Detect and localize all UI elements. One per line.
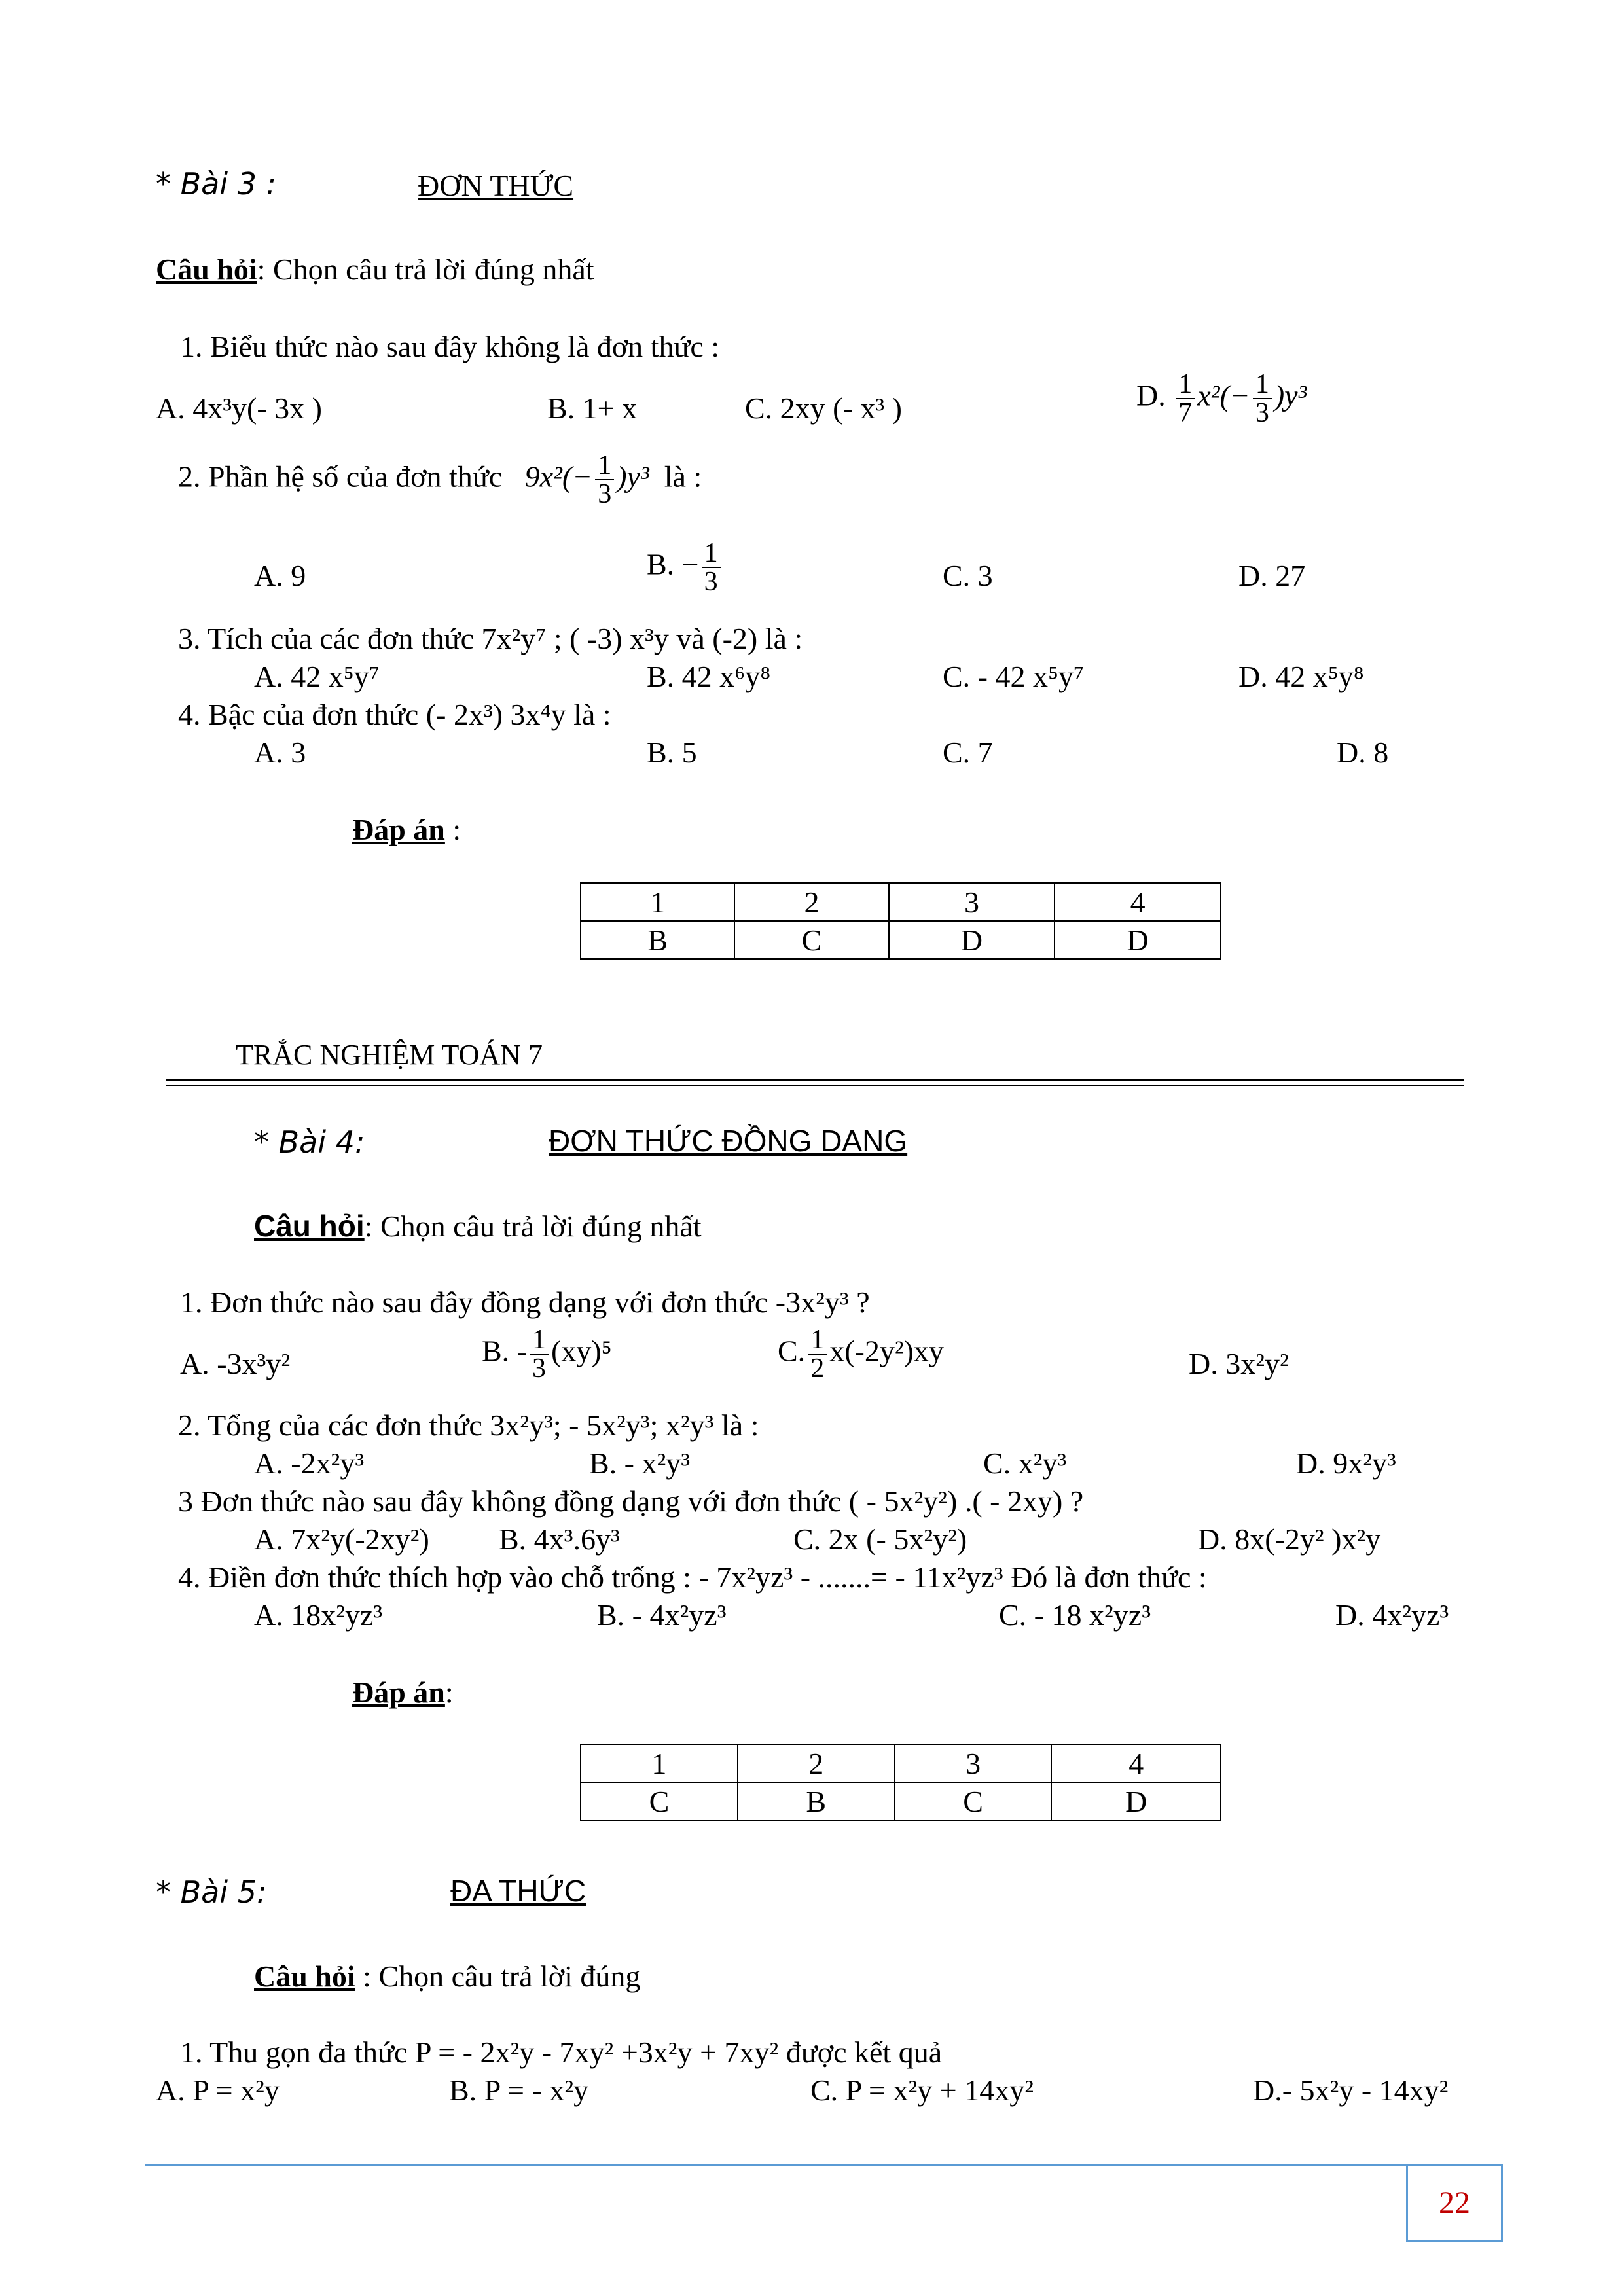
- table-cell: D: [889, 921, 1055, 959]
- bai5-q1-option-c: C. P = x²y + 14xy²: [810, 2073, 1034, 2107]
- table-cell: C: [734, 921, 888, 959]
- cauhoi-label: Câu hỏi: [156, 253, 257, 286]
- bai4-q4-option-c: C. - 18 x²yz³: [999, 1598, 1151, 1632]
- bai3-answer-table: [580, 882, 1221, 960]
- cauhoi-text: : Chọn câu trả lời đúng nhất: [257, 253, 594, 286]
- bai3-q1-text: 1. Biểu thức nào sau đây không là đơn thức :: [180, 330, 720, 363]
- bai3-q2-option-a: A. 9: [254, 559, 306, 592]
- bai4-q4-option-d: D. 4x²yz³: [1335, 1598, 1449, 1632]
- table-cell: 1: [581, 883, 734, 921]
- bai3-q2-option-b: B. − $\frac{1}{3}$: [647, 539, 723, 596]
- fraction: $\frac{1}{3}$: [702, 539, 721, 596]
- fraction: $\frac{1}{2}$: [808, 1326, 827, 1382]
- bai5-q1-option-a: A. P = x²y: [156, 2073, 280, 2107]
- bai3-q2-text: 2. Phần hệ số của đơn thức 9x²(− $\frac{1}{3}$ )y³ là :: [178, 450, 702, 509]
- table-cell: 4: [1055, 883, 1221, 921]
- fraction: $\frac{1}{7}$: [1176, 370, 1195, 427]
- bai4-q3-option-d: D. 8x(-2y² )x²y: [1198, 1522, 1381, 1556]
- bai5-cauhoi: Câu hỏi : Chọn câu trả lời đúng: [254, 1960, 641, 1993]
- bai4-q2-option-c: C. x²y³: [983, 1446, 1067, 1480]
- bai3-q3-option-c: C. - 42 x⁵y⁷: [943, 660, 1085, 693]
- bai4-q3-option-a: A. 7x²y(-2xy²): [254, 1522, 429, 1556]
- table-row: [581, 883, 1221, 921]
- table-cell: 2: [734, 883, 888, 921]
- bai3-q4-option-a: A. 3: [254, 736, 306, 769]
- bai4-q1-option-d: D. 3x²y²: [1189, 1347, 1289, 1380]
- table-row: [581, 1782, 1221, 1820]
- bai4-q1-option-a: A. -3x³y²: [180, 1347, 291, 1380]
- page-number: 22: [1439, 2185, 1470, 2221]
- bai4-q2-option-d: D. 9x²y³: [1296, 1446, 1396, 1480]
- bai3-q3-option-d: D. 42 x⁵y⁸: [1238, 660, 1364, 693]
- page-number-box: [1406, 2164, 1503, 2242]
- bai3-cauhoi: [156, 251, 594, 287]
- bai3-q1-option-b: B. 1+ x: [547, 391, 638, 425]
- bai3-q4-text: 4. Bậc của đơn thức (- 2x³) 3x⁴y là :: [178, 698, 611, 731]
- table-cell: C: [895, 1782, 1052, 1820]
- table-cell: 2: [738, 1744, 895, 1782]
- table-cell: 4: [1051, 1744, 1221, 1782]
- fraction: $\frac{1}{3}$: [1253, 370, 1272, 427]
- header-rule-thin: [166, 1085, 1464, 1086]
- bai4-q1-text: 1. Đơn thức nào sau đây đồng dạng với đơn thức -3x²y³ ?: [180, 1285, 870, 1319]
- bai3-dapan: Đáp án :: [352, 813, 461, 846]
- bai4-answer-table: [580, 1744, 1221, 1821]
- bai3-q1-option-c: C. 2xy (- x³ ): [745, 391, 902, 425]
- page-header-title: TRẮC NGHIỆM TOÁN 7: [236, 1039, 543, 1071]
- table-cell: D: [1051, 1782, 1221, 1820]
- bai3-q4-option-b: B. 5: [647, 736, 697, 769]
- bai4-q1-option-b: B. - $\frac{1}{3}$ (xy)⁵: [482, 1325, 612, 1384]
- bai3-q2-option-d: D. 27: [1238, 559, 1306, 592]
- bai4-q1-option-c: C. $\frac{1}{2}$ x(-2y²)xy: [778, 1325, 944, 1384]
- footer-rule: [145, 2164, 1469, 2166]
- bai4-cauhoi: Câu hỏi: Chọn câu trả lời đúng nhất: [254, 1209, 702, 1243]
- table-cell: B: [581, 921, 734, 959]
- bai5-q1-option-d: D.- 5x²y - 14xy²: [1253, 2073, 1449, 2107]
- bai3-label: * Bài 3 :: [156, 166, 277, 202]
- bai4-q4-option-b: B. - 4x²yz³: [597, 1598, 727, 1632]
- bai3-q3-option-b: B. 42 x⁶y⁸: [647, 660, 771, 693]
- bai4-q3-text: 3 Đơn thức nào sau đây không đồng dạng với đơn thức ( - 5x²y²) .( - 2xy) ?: [178, 1484, 1084, 1518]
- bai4-q2-text: 2. Tổng của các đơn thức 3x²y³; - 5x²y³; x²y³ là :: [178, 1408, 759, 1442]
- table-cell: 3: [889, 883, 1055, 921]
- bai3-q3-option-a: A. 42 x⁵y⁷: [254, 660, 380, 693]
- bai4-dapan: Đáp án:: [352, 1676, 454, 1709]
- bai4-q4-text: 4. Điền đơn thức thích hợp vào chỗ trống : - 7x²yz³ - .......= - 11x²yz³ Đó là đơn thức :: [178, 1560, 1207, 1594]
- bai5-q1-option-b: B. P = - x²y: [449, 2073, 589, 2107]
- bai4-label: * Bài 4:: [254, 1124, 365, 1160]
- table-cell: B: [738, 1782, 895, 1820]
- bai3-q4-option-c: C. 7: [943, 736, 993, 769]
- table-row: [581, 921, 1221, 959]
- table-cell: 1: [581, 1744, 738, 1782]
- bai4-q2-option-a: A. -2x²y³: [254, 1446, 365, 1480]
- bai5-title: ĐA THỨC: [450, 1874, 586, 1908]
- table-row: [581, 1744, 1221, 1782]
- bai3-q2-option-c: C. 3: [943, 559, 993, 592]
- bai3-title: ĐƠN THỨC: [418, 169, 574, 202]
- bai3-q4-option-d: D. 8: [1337, 736, 1389, 769]
- bai4-q2-option-b: B. - x²y³: [589, 1446, 691, 1480]
- bai3-q1-option-d: D. $\frac{1}{7}$ x²(− $\frac{1}{3}$ )y³: [1136, 369, 1307, 428]
- table-cell: D: [1055, 921, 1221, 959]
- bai4-q4-option-a: A. 18x²yz³: [254, 1598, 383, 1632]
- table-cell: 3: [895, 1744, 1052, 1782]
- bai3-q1-option-a: A. 4x³y(- 3x ): [156, 391, 322, 425]
- bai5-label: * Bài 5:: [156, 1874, 267, 1910]
- bai4-q3-option-c: C. 2x (- 5x²y²): [793, 1522, 967, 1556]
- fraction: $\frac{1}{3}$: [595, 452, 614, 508]
- bai4-title: ĐƠN THỨC ĐỒNG DANG: [549, 1124, 908, 1158]
- fraction: $\frac{1}{3}$: [530, 1326, 549, 1382]
- table-cell: C: [581, 1782, 738, 1820]
- bai4-q3-option-b: B. 4x³.6y³: [499, 1522, 620, 1556]
- bai5-q1-text: 1. Thu gọn đa thức P = - 2x²y - 7xy² +3x²y + 7xy² được kết quả: [180, 2036, 943, 2069]
- header-rule-thick: [166, 1079, 1464, 1081]
- bai3-q3-text: 3. Tích của các đơn thức 7x²y⁷ ; ( -3) x³y và (-2) là :: [178, 622, 803, 655]
